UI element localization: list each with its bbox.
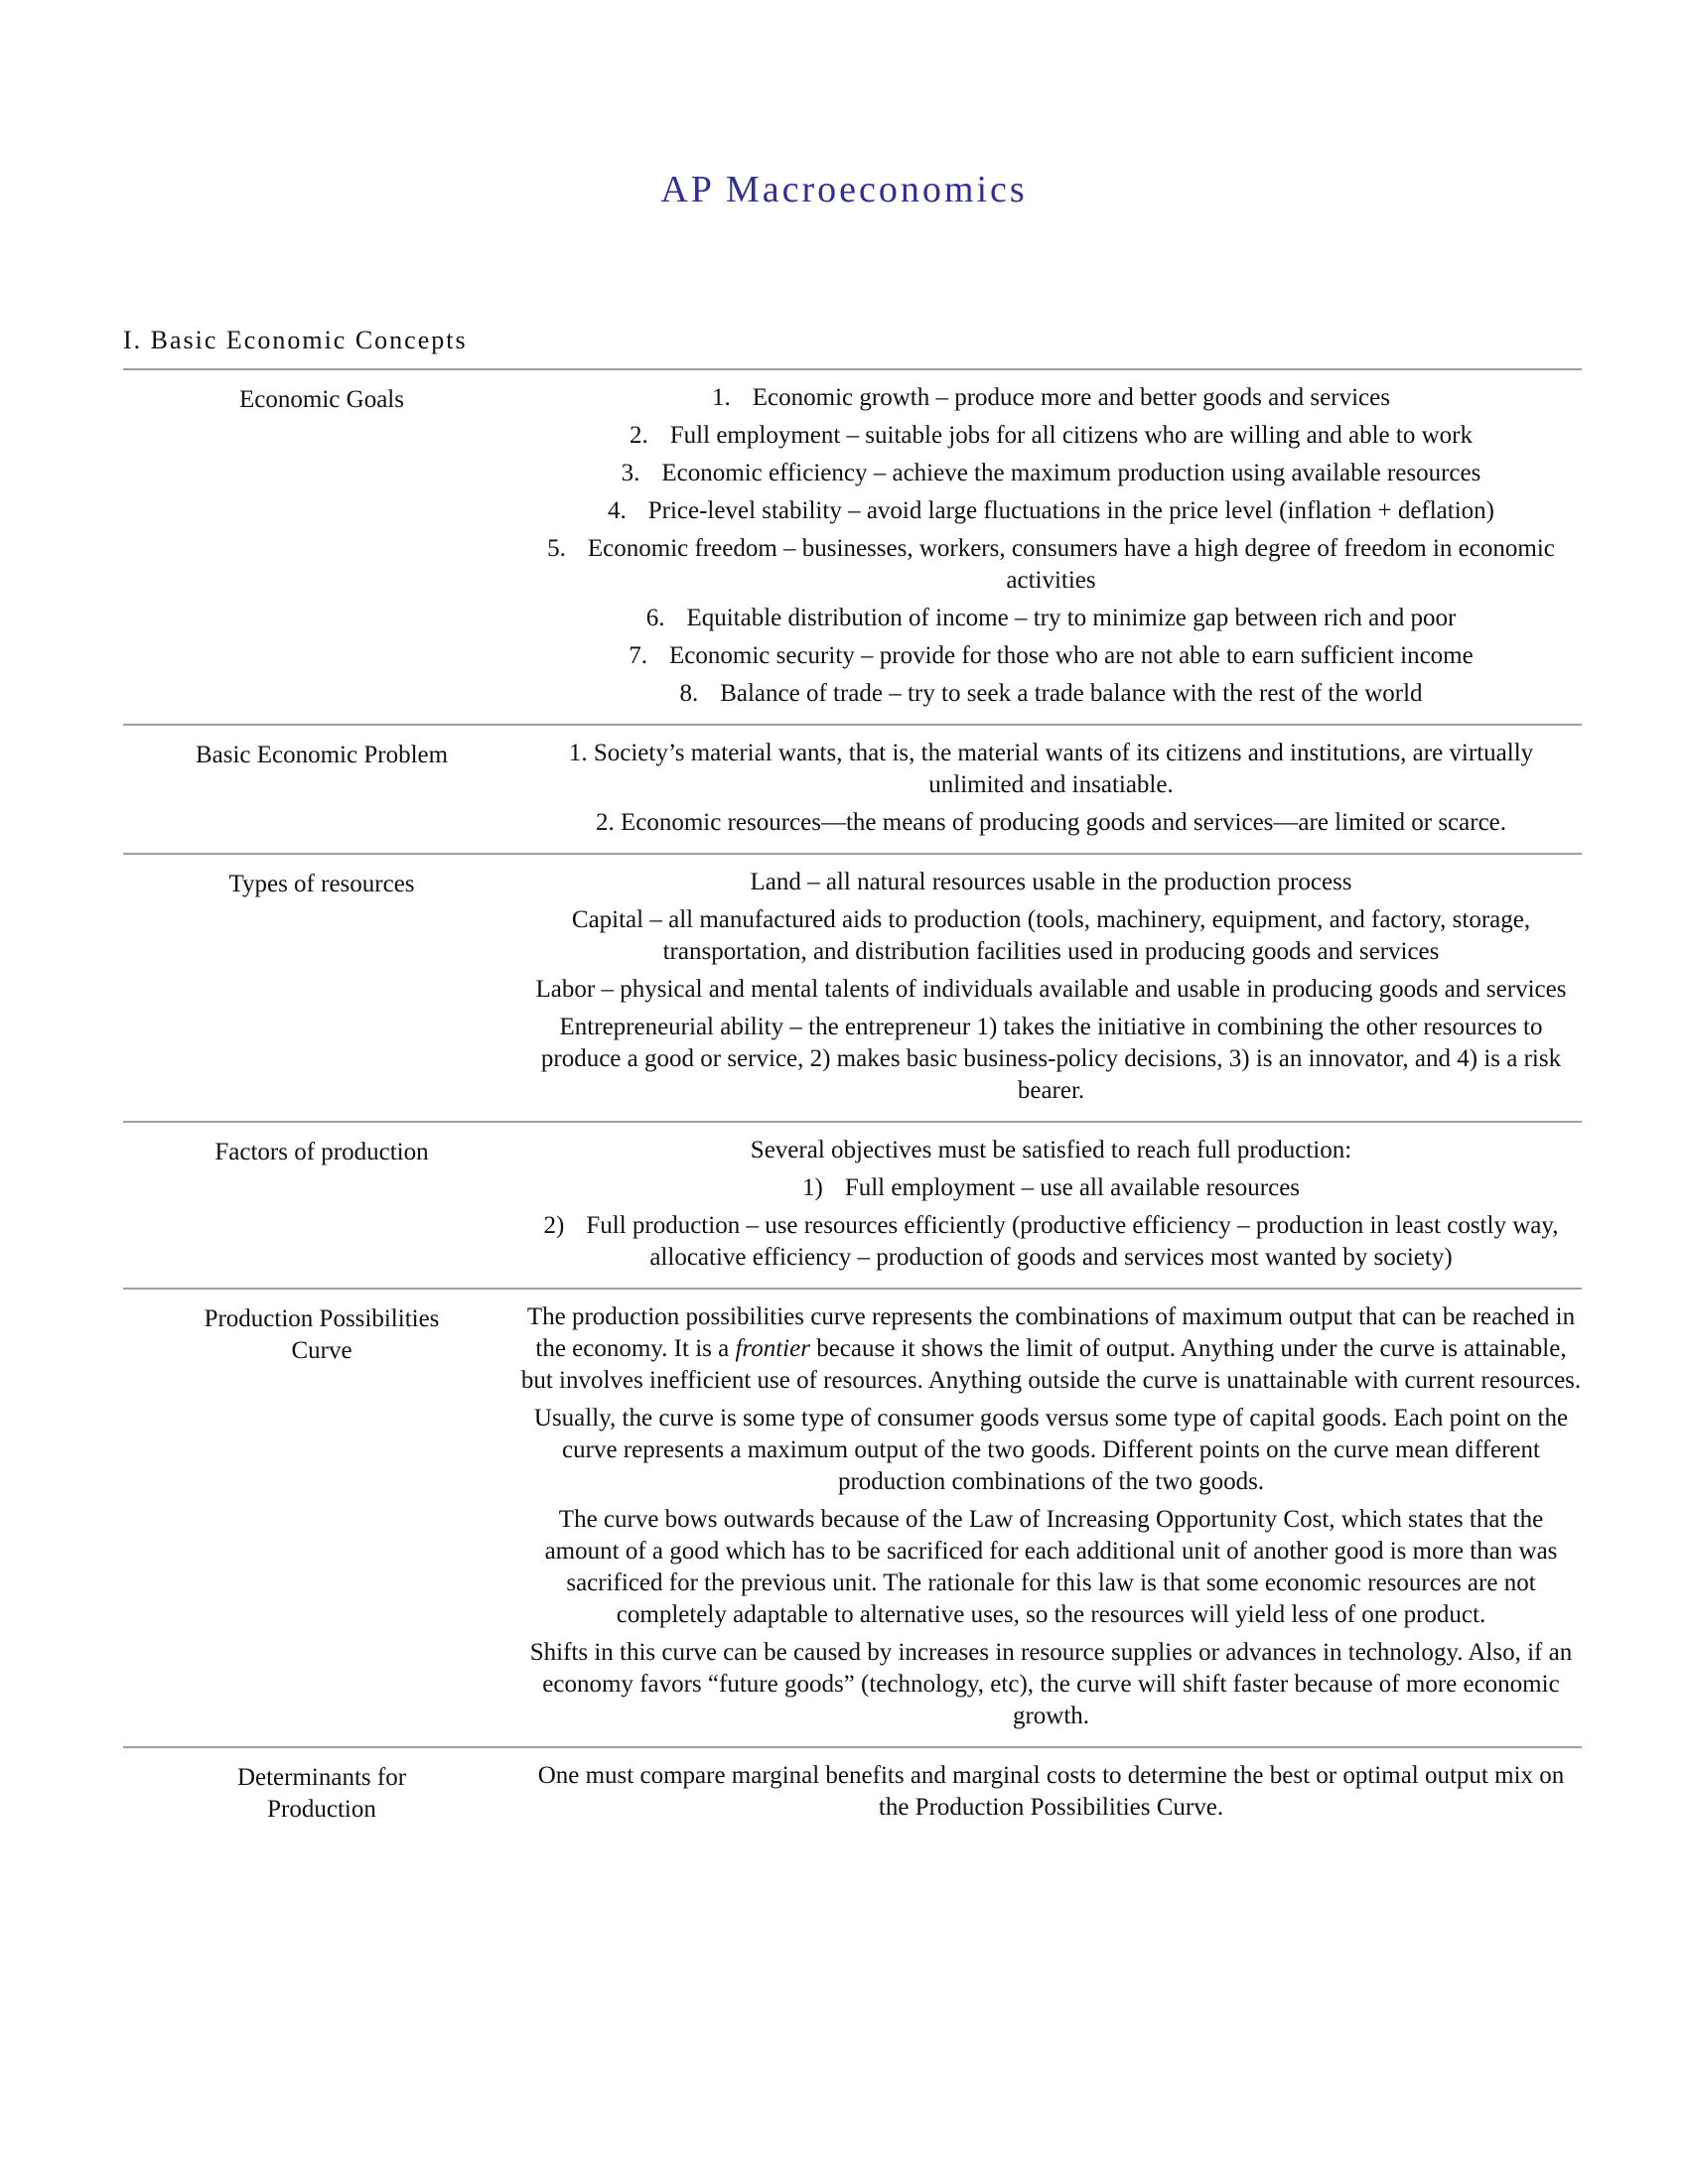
term-label: Production [267, 1796, 376, 1823]
definition-cell [520, 1122, 1582, 1289]
table-row-production-possibilities-curve [123, 1289, 1582, 1747]
section-heading: I. Basic Economic Concepts [123, 326, 468, 354]
list-item: 2) Full production – use resources efficiently (productive efficiency – production in least costly way, allocative efficiency – production of goods and services most wanted by society) [543, 1212, 1559, 1271]
term-cell [123, 725, 520, 854]
list-item: 8. Balance of trade – try to seek a trade balance with the rest of the world [679, 680, 1423, 707]
concepts-table [123, 368, 1582, 1838]
page-title: AP Macroeconomics [660, 169, 1028, 211]
definition-paragraph: The production possibilities curve represents the combinations of maximum output that can be reached in the economy. It is a frontier because it shows the limit of output. Anything under the curve is attainable, but involves inefficient use of resources. Anything outside the curve is unattainable with current resources. [520, 1303, 1582, 1394]
definition-cell [520, 369, 1582, 725]
definition-cell [520, 1289, 1582, 1747]
list-item: 4. Price-level stability – avoid large fluctuations in the price level (inflation + deflation) [607, 497, 1494, 524]
list-item: 1. Economic growth – produce more and better goods and services [712, 384, 1390, 411]
term-label: Basic Economic Problem [195, 742, 449, 768]
term-cell [123, 854, 520, 1122]
definition-paragraph: The curve bows outwards because of the Law of Increasing Opportunity Cost, which states that the amount of a good which has to be sacrificed for each additional unit of another good is more than was sacrificed for the previous unit. The rationale for this law is that some economic resources are not completely adaptable to alternative uses, so the resources will yield less of one product. [544, 1506, 1558, 1628]
list-item: 6. Equitable distribution of income – try to minimize gap between rich and poor [645, 605, 1457, 631]
definition-cell [520, 1747, 1582, 1838]
list-item: 3. Economic efficiency – achieve the maximum production using available resources [621, 460, 1481, 486]
term-label: Factors of production [214, 1139, 429, 1165]
definition-paragraph: Land – all natural resources usable in the production process [750, 869, 1352, 895]
term-label: Production Possibilities [204, 1305, 440, 1332]
table-row-economic-goals [123, 369, 1582, 725]
list-item: 1) Full employment – use all available resources [801, 1174, 1301, 1201]
term-label: Determinants for [236, 1764, 407, 1791]
definition-paragraph: Labor – physical and mental talents of individuals available and usable in producing goods and services [535, 976, 1567, 1003]
definition-paragraph: 2. Economic resources—the means of producing goods and services—are limited or scarce. [595, 809, 1507, 836]
table-row-determinants-for-production [123, 1747, 1582, 1838]
table-row-types-of-resources [123, 854, 1582, 1122]
list-item: 5. Economic freedom – businesses, workers, consumers have a high degree of freedom in economic activities [547, 535, 1555, 594]
definition-paragraph: Capital – all manufactured aids to production (tools, machinery, equipment, and factory, storage, transportation, and distribution facilities used in producing goods and services [571, 906, 1531, 965]
term-label: Economic Goals [239, 386, 404, 413]
definition-paragraph: One must compare marginal benefits and marginal costs to determine the best or optimal output mix on the Production Possibilities Curve. [537, 1762, 1565, 1821]
term-cell [123, 1289, 520, 1747]
list-item: 2. Full employment – suitable jobs for all citizens who are willing and able to work [630, 422, 1473, 449]
emphasis-frontier: frontier [735, 1335, 810, 1362]
definition-paragraph: 1. Society’s material wants, that is, the material wants of its citizens and institutions, are virtually unlimited and insatiable. [568, 740, 1534, 798]
definition-cell [520, 854, 1582, 1122]
term-cell [123, 1747, 520, 1838]
table-row-basic-economic-problem [123, 725, 1582, 854]
term-label: Curve [291, 1337, 352, 1364]
term-cell [123, 1122, 520, 1289]
definition-paragraph: Usually, the curve is some type of consumer goods versus some type of capital goods. Each point on the curve represents a maximum output of the two goods. Different points on the curve mean different production combinations of the two goods. [533, 1405, 1569, 1495]
term-cell [123, 369, 520, 725]
list-item: 7. Economic security – provide for those who are not able to earn sufficient income [629, 642, 1474, 669]
definition-paragraph: Shifts in this curve can be caused by increases in resource supplies or advances in technology. Also, if an economy favors “future goods” (technology, etc), the curve will shift faster because of more economic growth. [529, 1639, 1573, 1729]
definition-intro: Several objectives must be satisfied to reach full production: [750, 1137, 1352, 1163]
definition-paragraph: Entrepreneurial ability – the entrepreneur 1) takes the initiative in combining the other resources to produce a good or service, 2) makes basic business-policy decisions, 3) is an innovator, and 4) is a risk bearer. [540, 1014, 1562, 1104]
definition-cell [520, 725, 1582, 854]
table-row-factors-of-production [123, 1122, 1582, 1289]
term-label: Types of resources [228, 871, 415, 897]
